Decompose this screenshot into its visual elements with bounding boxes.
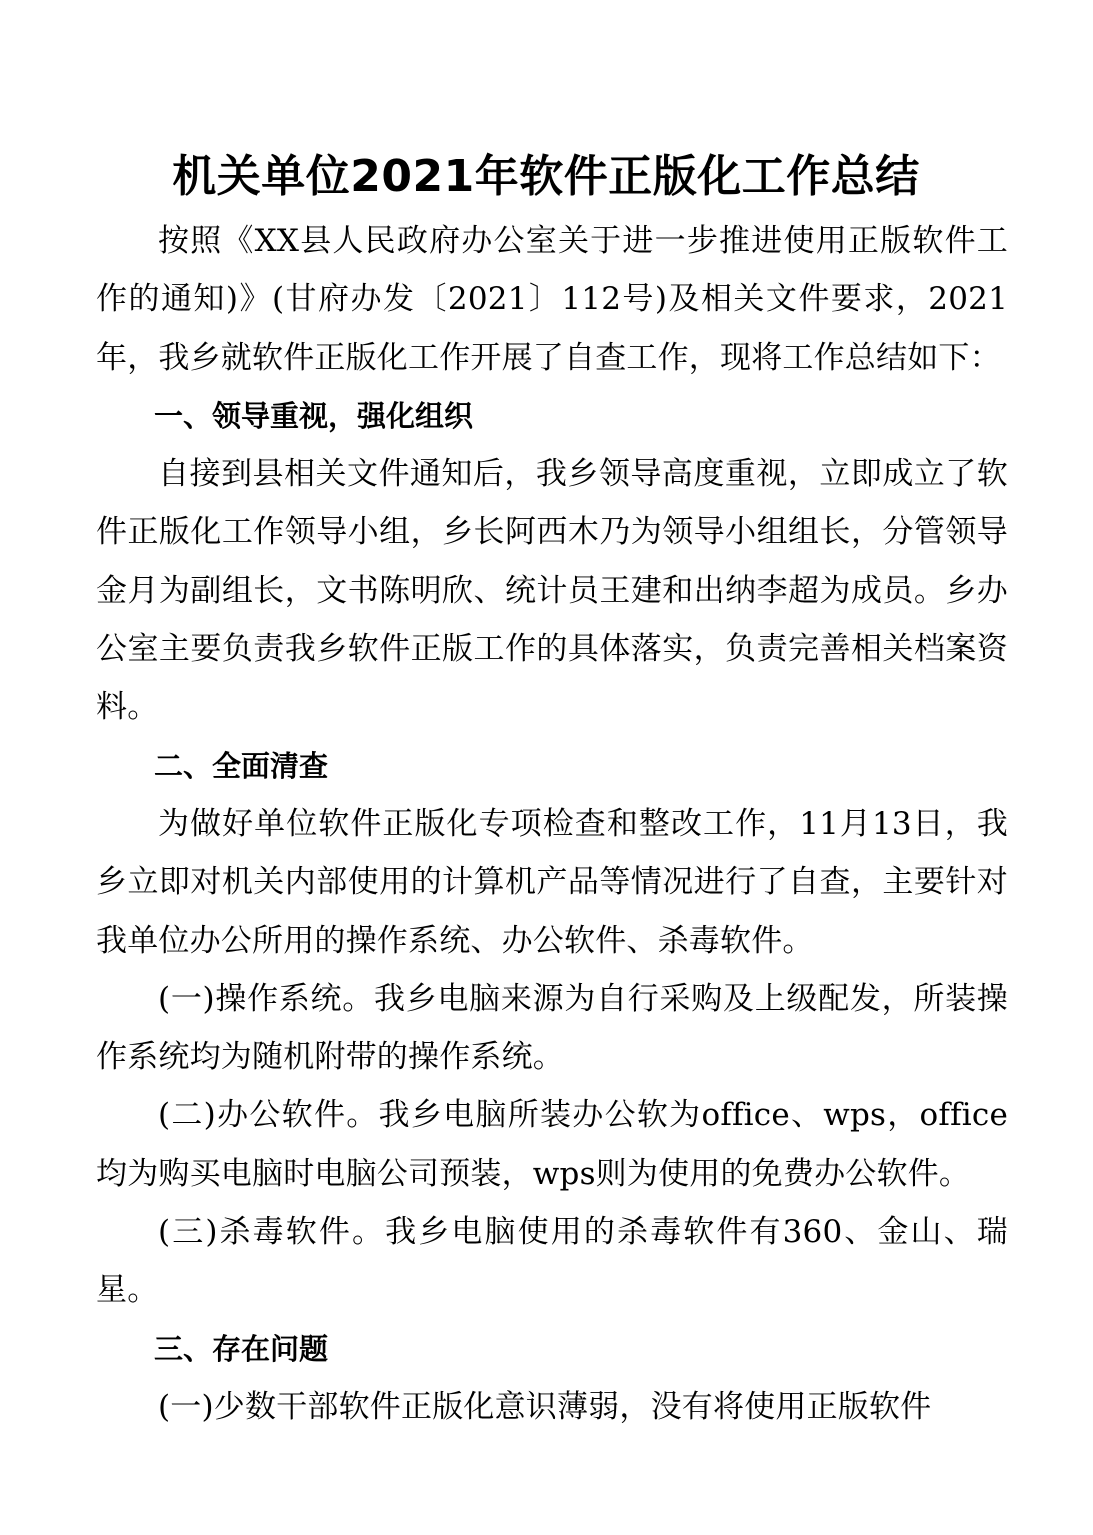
- problems-paragraph: (一)少数干部软件正版化意识薄弱，没有将使用正版软件: [158, 1388, 932, 1425]
- inspection-paragraph: 为做好单位软件正版化专项检查和整改工作，11月13日，我乡立即对机关内部使用的计算机产品等情况进行了自查，主要针对我单位办公所用的操作系统、办公软件、杀毒软件。: [96, 805, 1008, 959]
- operating-system-paragraph: (一)操作系统。我乡电脑来源为自行采购及上级配发，所装操作系统均为随机附带的操作系统。: [96, 980, 1008, 1076]
- antivirus-paragraph: (三)杀毒软件。我乡电脑使用的杀毒软件有360、金山、瑞星。: [96, 1214, 1008, 1309]
- section-heading-leadership: 一、领导重视，强化组织: [154, 398, 474, 433]
- document-title: 机关单位2021年软件正版化工作总结: [172, 151, 920, 202]
- leadership-paragraph: 自接到县相关文件通知后，我乡领导高度重视，立即成立了软件正版化工作领导小组，乡长阿西木乃为领导小组组长，分管领导金月为副组长，文书陈明欣、统计员王建和出纳李超为成员。乡办公室主要负责我乡软件正版工作的具体落实，负责完善相关档案资料。: [96, 456, 1008, 726]
- section-heading-problems: 三、存在问题: [154, 1331, 329, 1366]
- document-body: [96, 212, 1008, 1436]
- section-heading-inspection: 二、全面清查: [154, 748, 329, 783]
- intro-paragraph: 按照《XX县人民政府办公室关于进一步推进使用正版软件工作的通知)》(甘府办发〔2021〕112号)及相关文件要求，2021年，我乡就软件正版化工作开展了自查工作，现将工作总结如下：: [96, 223, 1008, 376]
- office-software-paragraph: (二)办公软件。我乡电脑所装办公软为office、wps，office均为购买电脑时电脑公司预装，wps则为使用的免费办公软件。: [96, 1097, 1008, 1192]
